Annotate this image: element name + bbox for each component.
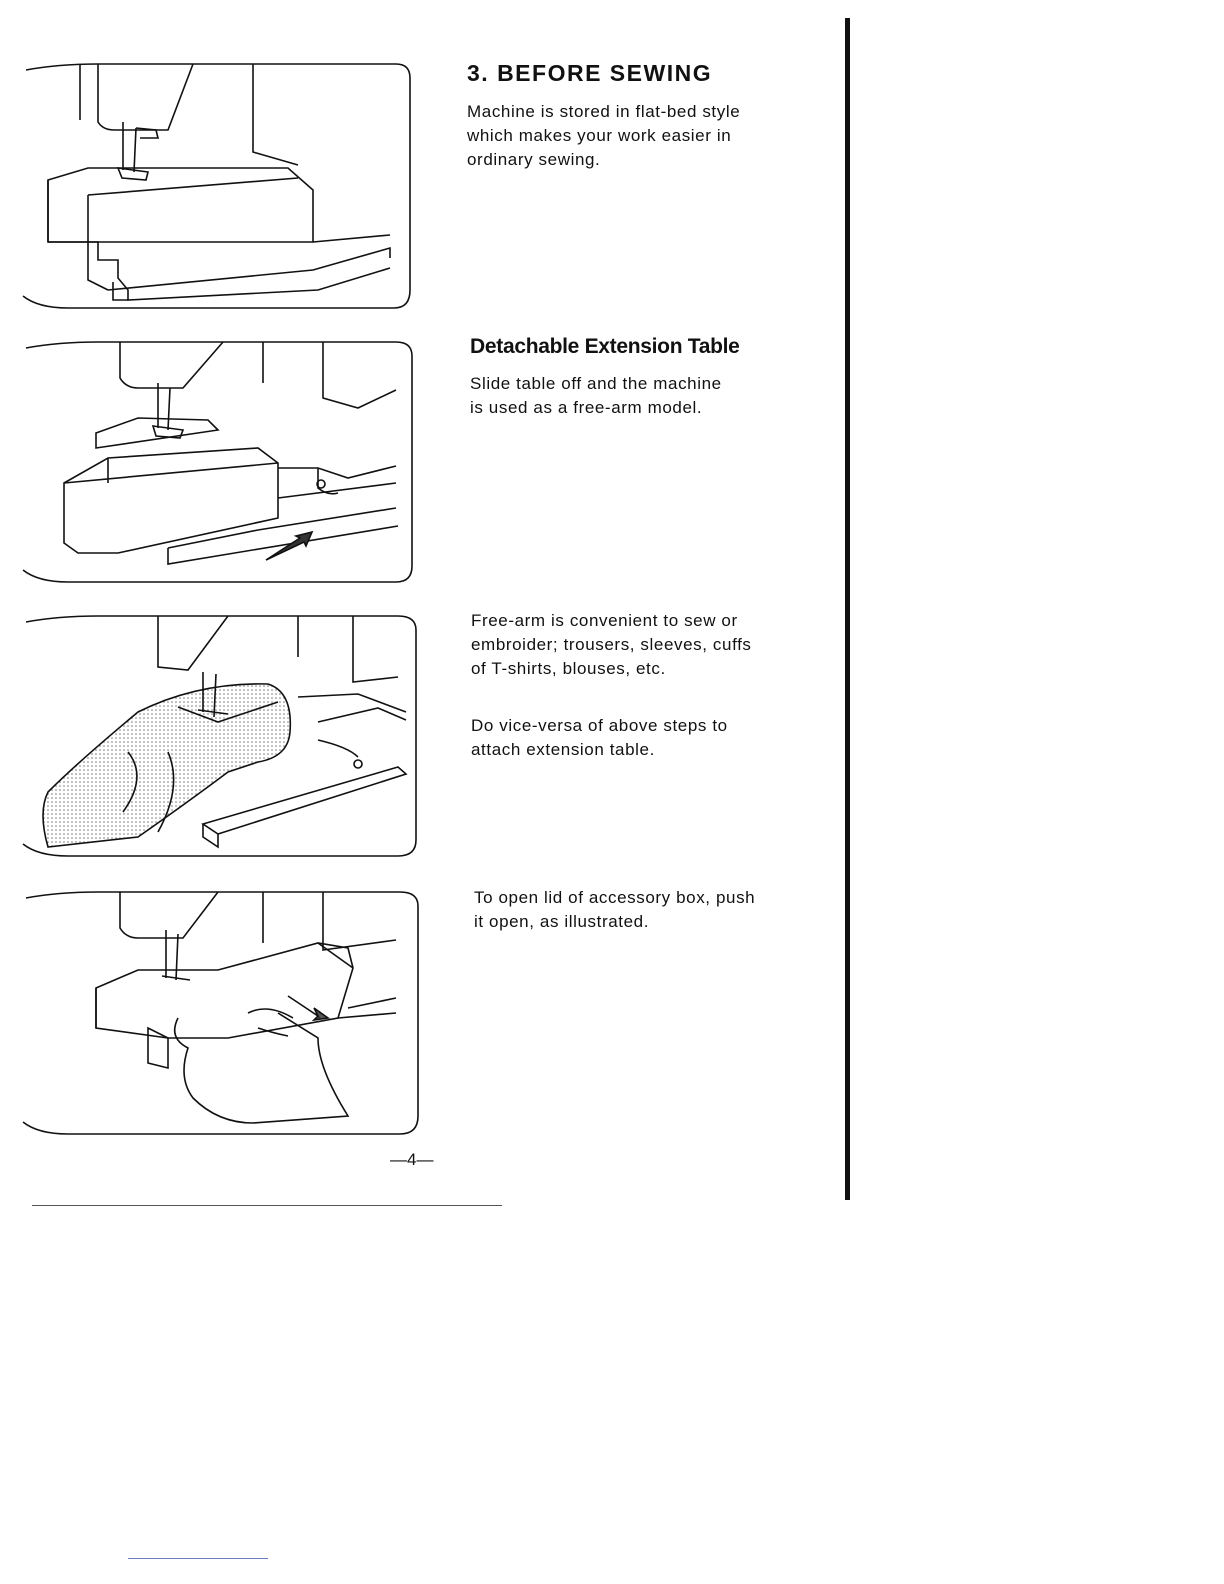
intro-line-1: Machine is stored in flat-bed style <box>467 102 741 121</box>
attach-line-2: attach extension table. <box>471 740 655 759</box>
footer-rule <box>32 1205 502 1206</box>
intro-line-3: ordinary sewing. <box>467 150 601 169</box>
free-arm-line-3: of T-shirts, blouses, etc. <box>471 659 666 678</box>
free-arm-line-2: embroider; trousers, sleeves, cuffs <box>471 635 752 654</box>
free-arm-line-1: Free-arm is convenient to sew or <box>471 611 738 630</box>
extension-line-2: is used as a free-arm model. <box>470 398 703 417</box>
extension-heading: Detachable Extension Table <box>470 335 740 358</box>
attach-line-1: Do vice-versa of above steps to <box>471 716 728 735</box>
vertical-rule <box>845 18 850 1200</box>
bottom-link-rule <box>128 1558 268 1559</box>
flat-bed-illustration <box>18 60 418 312</box>
slide-table-off-illustration <box>18 338 418 586</box>
accessory-line-1: To open lid of accessory box, push <box>474 888 756 907</box>
free-arm-sewing-illustration <box>18 612 420 860</box>
accessory-line-2: it open, as illustrated. <box>474 912 650 931</box>
page-number: —4— <box>390 1150 434 1169</box>
intro-line-2: which makes your work easier in <box>467 126 732 145</box>
open-accessory-box-illustration <box>18 888 422 1138</box>
section-title: 3. BEFORE SEWING <box>467 60 713 86</box>
extension-line-1: Slide table off and the machine <box>470 374 722 393</box>
